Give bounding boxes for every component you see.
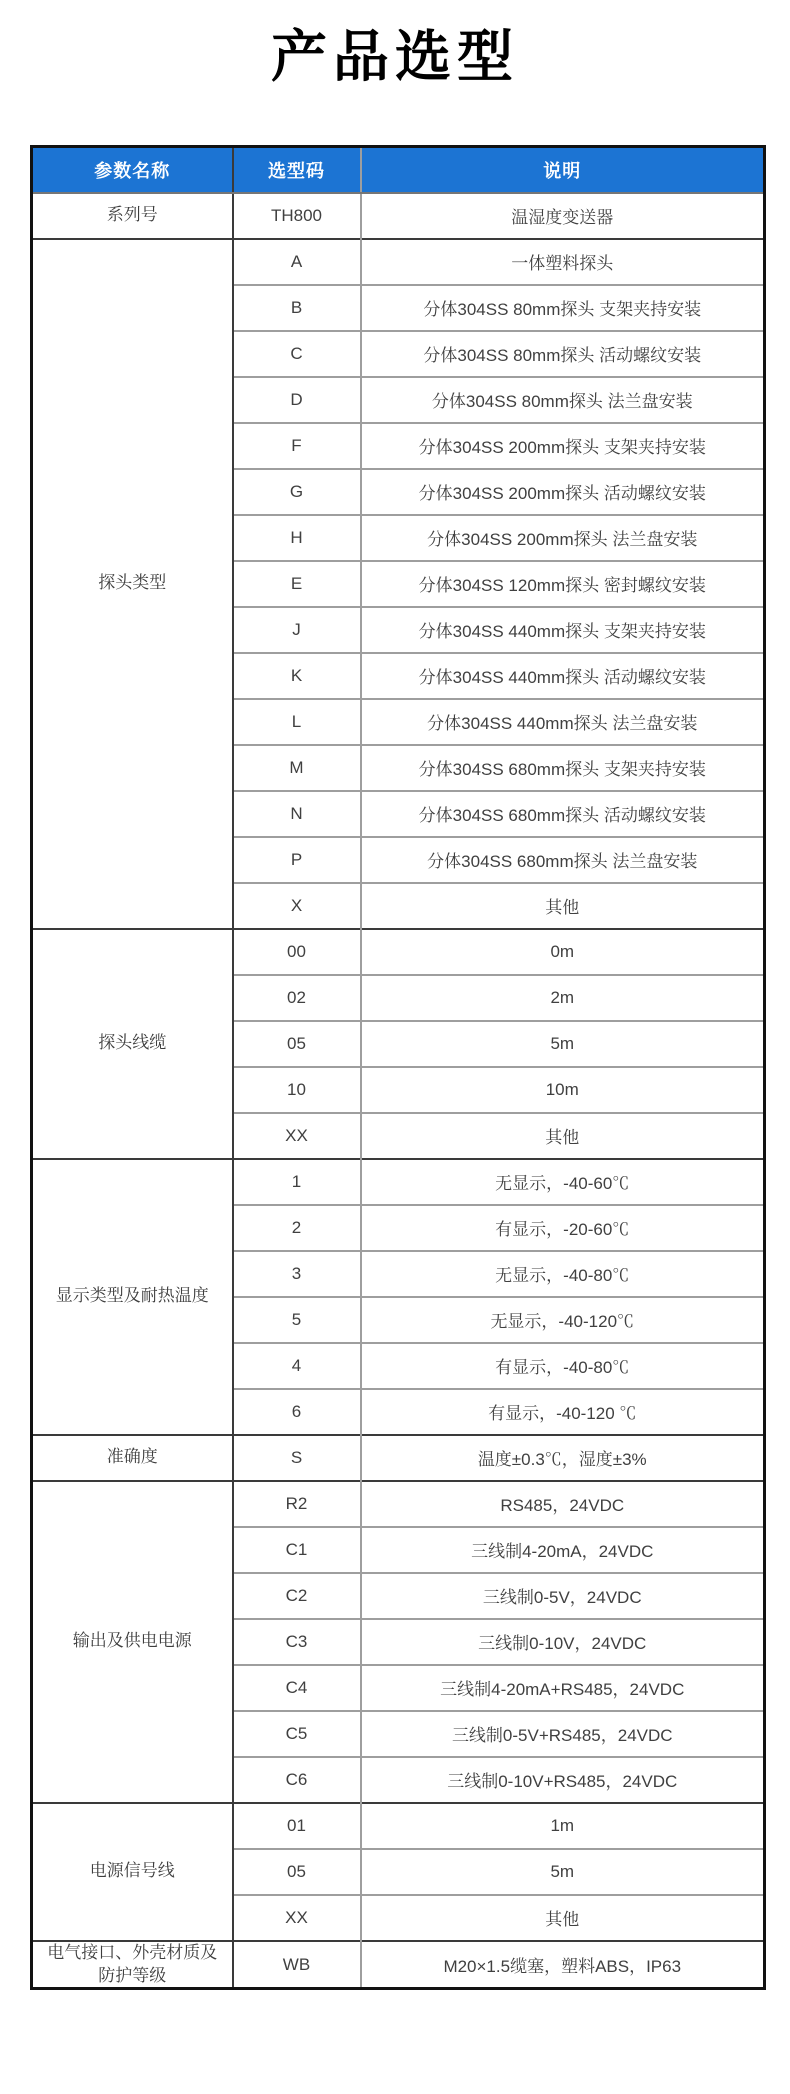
selection-code-cell: G [233,469,361,515]
selection-code-cell: 6 [233,1389,361,1435]
param-group-label: 探头类型 [32,239,233,929]
selection-code-cell: C4 [233,1665,361,1711]
selection-code-cell: C2 [233,1573,361,1619]
selection-code-cell: S [233,1435,361,1481]
description-cell: 一体塑料探头 [361,239,765,285]
selection-table-wrapper [30,145,790,1991]
description-cell: 分体304SS 200mm探头 活动螺纹安装 [361,469,765,515]
param-group-label: 电源信号线 [32,1803,233,1941]
param-group-label: 探头线缆 [32,929,233,1159]
selection-code-cell: 1 [233,1159,361,1205]
selection-code-cell: 02 [233,975,361,1021]
selection-code-cell: A [233,239,361,285]
description-cell: 温度±0.3℃，湿度±3% [361,1435,765,1481]
table-header-row [32,146,765,193]
selection-table [30,145,766,1991]
description-cell: 2m [361,975,765,1021]
selection-code-cell: 2 [233,1205,361,1251]
param-group-label: 准确度 [32,1435,233,1481]
description-cell: 三线制0-10V+RS485，24VDC [361,1757,765,1803]
selection-code-cell: WB [233,1941,361,1989]
description-cell: 5m [361,1021,765,1067]
col-header-description: 说明 [361,146,765,193]
selection-code-cell: XX [233,1895,361,1941]
selection-code-cell: F [233,423,361,469]
selection-code-cell: TH800 [233,193,361,239]
selection-code-cell: XX [233,1113,361,1159]
description-cell: 1m [361,1803,765,1849]
description-cell: 分体304SS 80mm探头 法兰盘安装 [361,377,765,423]
selection-code-cell: R2 [233,1481,361,1527]
description-cell: 无显示，-40-60℃ [361,1159,765,1205]
description-cell: 10m [361,1067,765,1113]
selection-code-cell: 01 [233,1803,361,1849]
description-cell: 三线制0-5V+RS485，24VDC [361,1711,765,1757]
selection-code-cell: 5 [233,1297,361,1343]
selection-code-cell: J [233,607,361,653]
description-cell: 分体304SS 440mm探头 法兰盘安装 [361,699,765,745]
selection-code-cell: 00 [233,929,361,975]
description-cell: 其他 [361,1113,765,1159]
description-cell: 三线制0-10V，24VDC [361,1619,765,1665]
table-row [32,1159,765,1205]
selection-code-cell: 05 [233,1849,361,1895]
description-cell: 分体304SS 440mm探头 活动螺纹安装 [361,653,765,699]
description-cell: 三线制4-20mA+RS485，24VDC [361,1665,765,1711]
selection-code-cell: M [233,745,361,791]
description-cell: 分体304SS 680mm探头 活动螺纹安装 [361,791,765,837]
description-cell: 分体304SS 200mm探头 支架夹持安装 [361,423,765,469]
description-cell: 有显示，-40-80℃ [361,1343,765,1389]
description-cell: 分体304SS 80mm探头 活动螺纹安装 [361,331,765,377]
description-cell: 三线制0-5V，24VDC [361,1573,765,1619]
col-header-param-name: 参数名称 [32,146,233,193]
selection-code-cell: L [233,699,361,745]
selection-code-cell: K [233,653,361,699]
param-group-label: 系列号 [32,193,233,239]
description-cell: 有显示，-20-60℃ [361,1205,765,1251]
param-group-label: 电气接口、外壳材质及防护等级 [32,1941,233,1989]
description-cell: 分体304SS 680mm探头 支架夹持安装 [361,745,765,791]
selection-code-cell: X [233,883,361,929]
description-cell: 温湿度变送器 [361,193,765,239]
selection-code-cell: C6 [233,1757,361,1803]
description-cell: M20×1.5缆塞，塑料ABS，IP63 [361,1941,765,1989]
description-cell: 无显示，-40-120℃ [361,1297,765,1343]
table-row [32,1435,765,1481]
selection-code-cell: E [233,561,361,607]
selection-code-cell: C3 [233,1619,361,1665]
description-cell: 无显示，-40-80℃ [361,1251,765,1297]
table-row [32,239,765,285]
selection-code-cell: C [233,331,361,377]
table-row [32,1481,765,1527]
param-group-label: 显示类型及耐热温度 [32,1159,233,1435]
description-cell: 其他 [361,1895,765,1941]
description-cell: 0m [361,929,765,975]
description-cell: 其他 [361,883,765,929]
table-row [32,193,765,239]
param-group-label: 输出及供电电源 [32,1481,233,1803]
selection-code-cell: N [233,791,361,837]
selection-code-cell: 05 [233,1021,361,1067]
table-row [32,1803,765,1849]
selection-code-cell: P [233,837,361,883]
col-header-selection-code: 选型码 [233,146,361,193]
selection-code-cell: 4 [233,1343,361,1389]
page-title: 产品选型 [271,25,519,88]
selection-code-cell: 3 [233,1251,361,1297]
selection-code-cell: D [233,377,361,423]
table-row [32,929,765,975]
description-cell: 有显示，-40-120 ℃ [361,1389,765,1435]
selection-code-cell: C1 [233,1527,361,1573]
description-cell: 分体304SS 440mm探头 支架夹持安装 [361,607,765,653]
description-cell: 分体304SS 200mm探头 法兰盘安装 [361,515,765,561]
description-cell: RS485，24VDC [361,1481,765,1527]
description-cell: 三线制4-20mA，24VDC [361,1527,765,1573]
description-cell: 分体304SS 680mm探头 法兰盘安装 [361,837,765,883]
selection-code-cell: 10 [233,1067,361,1113]
selection-code-cell: H [233,515,361,561]
selection-table-body [32,193,765,1989]
description-cell: 分体304SS 120mm探头 密封螺纹安装 [361,561,765,607]
table-row [32,1941,765,1989]
selection-code-cell: B [233,285,361,331]
selection-code-cell: C5 [233,1711,361,1757]
description-cell: 分体304SS 80mm探头 支架夹持安装 [361,285,765,331]
description-cell: 5m [361,1849,765,1895]
